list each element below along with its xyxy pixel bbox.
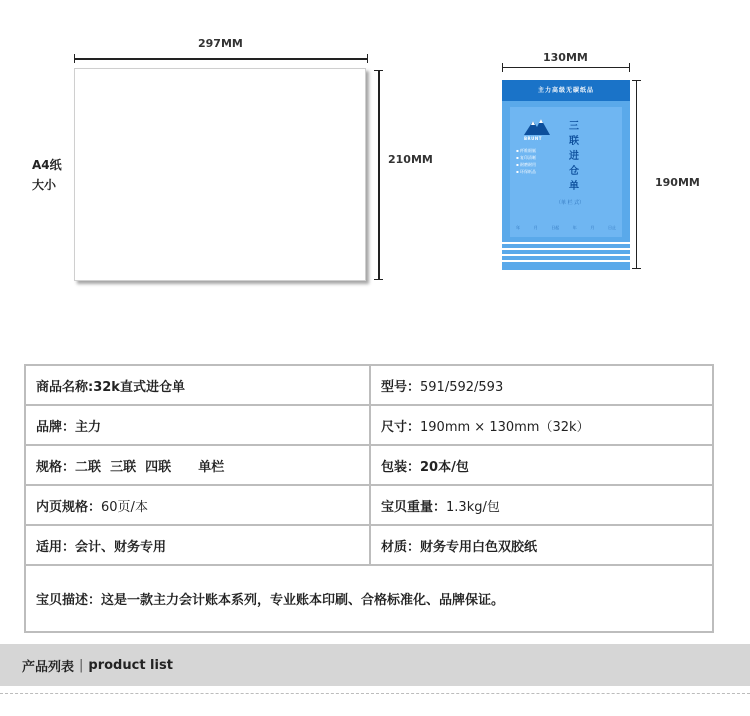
- table-row: [25, 525, 713, 565]
- book-height-tick-bottom: [632, 268, 641, 269]
- book-width-tick-right: [629, 63, 630, 72]
- spec-value: 190mm × 130mm（32k）: [420, 419, 590, 435]
- spec-label: 适用：: [36, 539, 76, 555]
- spec-label: 规格：: [36, 459, 76, 475]
- spec-value: 60页/本: [101, 499, 148, 515]
- spec-value: 财务专用白色双胶纸: [420, 539, 538, 555]
- spec-label: 宝贝描述：: [36, 593, 102, 608]
- a4-height-tick-top: [374, 70, 383, 71]
- book-field: 年: [572, 225, 577, 230]
- book-title-char: 仓: [569, 166, 579, 177]
- a4-height-label: 210MM: [388, 153, 433, 166]
- spec-value: 主力: [75, 419, 102, 435]
- book-field: 日起: [551, 225, 560, 230]
- book-stripe: [502, 254, 630, 256]
- book-title-char: 联: [569, 136, 579, 147]
- spec-cell-model: [370, 365, 713, 405]
- a4-width-line: [74, 58, 368, 60]
- book-title-char: 单: [569, 181, 579, 192]
- a4-width-label: 297MM: [198, 37, 243, 50]
- spec-cell-desc: [25, 565, 713, 632]
- book-feature-list: [516, 147, 536, 175]
- book-width-label: 130MM: [543, 51, 588, 64]
- a4-height-tick-bottom: [374, 279, 383, 280]
- spec-value: 会计、财务专用: [75, 539, 167, 555]
- book-title: [568, 119, 580, 194]
- spec-label: 包装：: [381, 459, 421, 475]
- a4-width-tick-right: [367, 54, 368, 63]
- book-field: 月: [590, 225, 595, 230]
- section-title-cn: 产品列表: [22, 659, 75, 675]
- book-feature: ▪ 纤维细腻: [516, 148, 536, 153]
- book-width-line: [502, 67, 630, 68]
- book-title-char: 进: [569, 151, 579, 162]
- a4-sheet: [74, 68, 366, 281]
- spec-value: 1.3kg/包: [446, 499, 500, 515]
- spec-value: 20本/包: [420, 459, 469, 475]
- spec-value: 591/592/593: [420, 379, 504, 395]
- table-row: [25, 485, 713, 525]
- book-field: 日止: [607, 225, 616, 230]
- spec-cell-usage: [25, 525, 370, 565]
- spec-value: 这是一款主力会计账本系列，专业账本印刷、合格标准化、品牌保证。: [101, 593, 505, 608]
- book-feature: ▪ 耐磨耐用: [516, 162, 536, 167]
- book-band: 主力高级无碳纸品: [502, 80, 630, 101]
- book-date-fields: [516, 225, 616, 231]
- book-height-tick-top: [632, 80, 641, 81]
- spec-cell-name: [25, 365, 370, 405]
- spec-cell-size: [370, 405, 713, 445]
- spec-label: 商品名称:: [36, 379, 94, 395]
- table-row: [25, 565, 713, 632]
- a4-caption-line1: A4纸: [32, 158, 62, 172]
- table-row: [25, 405, 713, 445]
- book-stripe: [502, 242, 630, 244]
- spec-label: 型号：: [381, 379, 421, 395]
- a4-width-tick-left: [74, 54, 75, 63]
- spec-label: 宝贝重量：: [381, 499, 447, 515]
- book-brand: BRUNT: [524, 136, 542, 141]
- book-feature: ▪ 环保纸品: [516, 169, 536, 174]
- spec-table: [24, 364, 714, 633]
- spec-value: 32k直式进仓单: [93, 379, 185, 395]
- spec-cell-weight: [370, 485, 713, 525]
- book-subtitle: （单 栏 式）: [556, 200, 585, 206]
- spec-cell-material: [370, 525, 713, 565]
- mountain-logo-icon: [524, 117, 550, 135]
- book-stripe: [502, 260, 630, 262]
- section-header-product-list: [0, 644, 750, 686]
- dashed-divider: [0, 693, 750, 694]
- book-width-tick-left: [502, 63, 503, 72]
- book-cover: [502, 80, 630, 270]
- book-stripe: [502, 248, 630, 250]
- book-feature: ▪ 复印清晰: [516, 155, 536, 160]
- a4-height-line: [378, 70, 380, 280]
- spec-label: 内页规格：: [36, 499, 102, 515]
- section-separator: |: [79, 657, 84, 673]
- spec-cell-brand: [25, 405, 370, 445]
- book-panel: [510, 107, 622, 237]
- table-row: [25, 365, 713, 405]
- table-row: [25, 445, 713, 485]
- spec-value: 二联 三联 四联 单栏: [75, 459, 225, 475]
- spec-label: 尺寸：: [381, 419, 421, 435]
- book-title-char: 三: [569, 121, 579, 132]
- book-field: 月: [533, 225, 538, 230]
- section-title-en: product list: [88, 657, 173, 673]
- book-height-label: 190MM: [655, 176, 700, 189]
- spec-cell-pages: [25, 485, 370, 525]
- spec-label: 品牌：: [36, 419, 76, 435]
- book-height-line: [636, 80, 637, 269]
- spec-label: 材质：: [381, 539, 421, 555]
- a4-caption-line2: 大小: [32, 178, 57, 192]
- spec-cell-spec: [25, 445, 370, 485]
- book-field: 年: [516, 225, 520, 230]
- spec-cell-pack: [370, 445, 713, 485]
